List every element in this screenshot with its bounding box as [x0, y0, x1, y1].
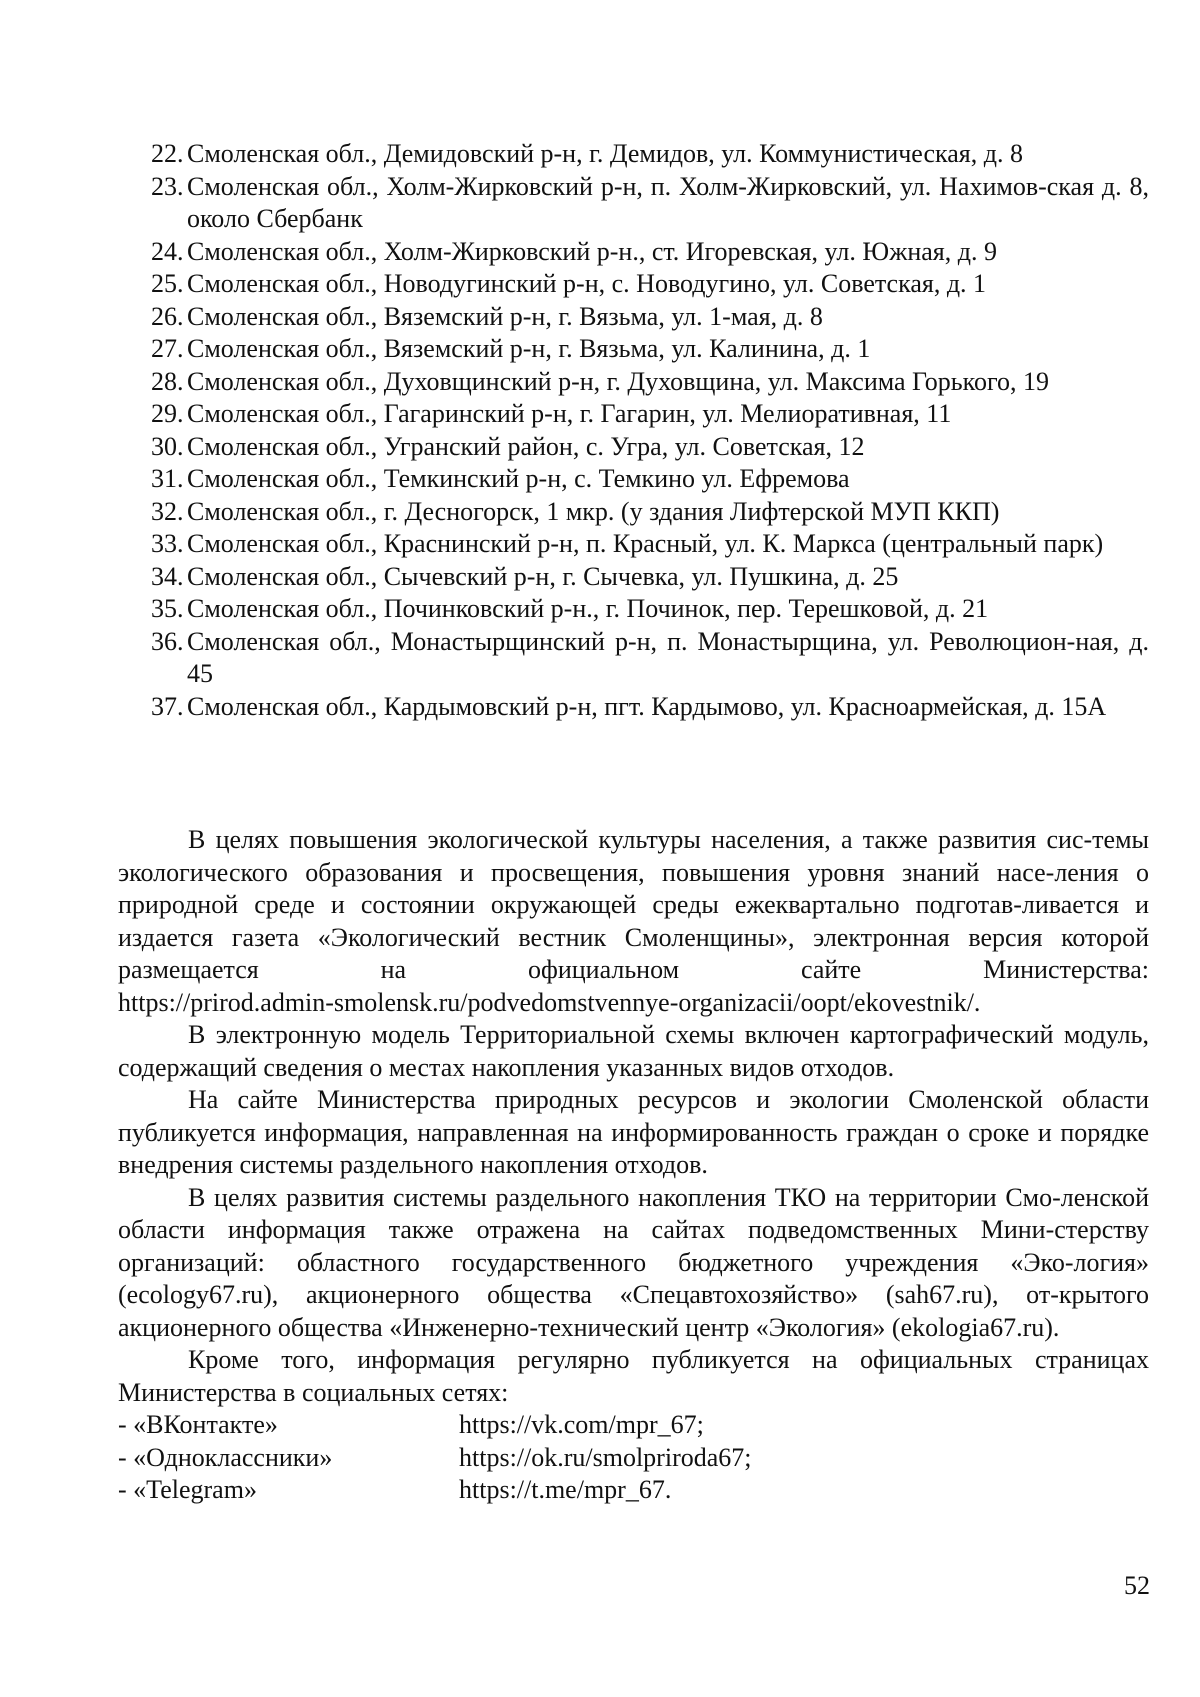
list-item: [151, 366, 1149, 399]
list-item-text: Смоленская обл., Гагаринский р-н, г. Гагарин, ул. Мелиоративная, 11: [187, 399, 952, 428]
social-link-label: - «Telegram»: [118, 1475, 257, 1504]
address-list: [151, 138, 1149, 723]
paragraph-ecological-bulletin: В целях повышения экологической культуры населения, а также развития сис-темы экологического образования и просвещения, повышения уровня знаний насе-ления о природной среде и состоянии окружающей среды ежеквартально подготав-ливается и издается газета «Экологический вестник Смоленщины», электронная версия которой размещается на официальном сайте Министерства:: [118, 825, 1149, 984]
list-item-text: Смоленская обл., Демидовский р-н, г. Демидов, ул. Коммунистическая, д. 8: [187, 139, 1023, 168]
body-text: [118, 824, 1149, 1507]
list-item-text: Смоленская обл., Починковский р-н., г. Починок, пер. Терешковой, д. 21: [187, 594, 989, 623]
list-item: [151, 138, 1149, 171]
list-item: [151, 626, 1149, 691]
list-item-text: Смоленская обл., Вяземский р-н, г. Вязьма, ул. Калинина, д. 1: [187, 334, 871, 363]
list-item-text: Смоленская обл., Духовщинский р-н, г. Духовщина, ул. Максима Горького, 19: [187, 366, 1049, 396]
list-item: [151, 496, 1149, 529]
social-link-row-telegram: [118, 1474, 1149, 1507]
list-item-text: Смоленская обл., Кардымовский р-н, пгт. Кардымово, ул. Красноармейская, д. 15А: [187, 691, 1107, 721]
paragraph-ministry-website: На сайте Министерства природных ресурсов и экологии Смоленской области публикуется информация, направленная на информированность граждан о сроке и порядке внедрения системы раздельного накопления отходов.: [118, 1085, 1149, 1179]
list-item: [151, 593, 1149, 626]
paragraph-social-networks: Кроме того, информация регулярно публикуется на официальных страницах Министерства в социальных сетях:: [118, 1345, 1149, 1407]
list-item: [151, 171, 1149, 236]
list-item-number: 26.: [151, 301, 184, 331]
list-item-number: 23.: [151, 171, 184, 201]
social-link-row-ok: [118, 1442, 1149, 1475]
social-links-list: [118, 1409, 1149, 1507]
list-item-text: Смоленская обл., Сычевский р-н, г. Сычевка, ул. Пушкина, д. 25: [187, 561, 899, 591]
list-item: [151, 333, 1149, 366]
list-item-number: 34.: [151, 561, 184, 591]
paragraph-cartographic-module: В электронную модель Территориальной схемы включен картографический модуль, содержащий сведения о местах накопления указанных видов отходов.: [118, 1020, 1149, 1082]
list-item-number: 35.: [151, 594, 184, 623]
social-link-label: - «Одноклассники»: [118, 1442, 333, 1472]
list-item: [151, 431, 1149, 464]
list-item: [151, 561, 1149, 594]
list-item-text: Смоленская обл., Темкинский р-н, с. Темкино ул. Ефремова: [187, 464, 850, 493]
social-link-label: - «ВКонтакте»: [118, 1410, 278, 1439]
list-item-text: Смоленская обл., Холм-Жирковский р-н, п. Холм-Жирковский, ул. Нахимов-ская д. 8, около Сбербанк: [187, 171, 1149, 233]
list-item-number: 28.: [151, 366, 184, 396]
list-item: [151, 691, 1149, 724]
list-item-text: Смоленская обл., Угранский район, с. Угра, ул. Советская, 12: [187, 431, 865, 461]
social-link-url: https://vk.com/mpr_67;: [459, 1410, 704, 1439]
list-item-number: 30.: [151, 431, 184, 461]
list-item-number: 27.: [151, 334, 184, 363]
list-item-number: 37.: [151, 691, 184, 721]
list-item-text: Смоленская обл., г. Десногорск, 1 мкр. (у здания Лифтерской МУП ККП): [187, 496, 1000, 526]
list-item-number: 33.: [151, 529, 184, 558]
list-item-number: 22.: [151, 139, 184, 168]
list-item-number: 32.: [151, 496, 184, 526]
list-item: [151, 398, 1149, 431]
list-item: [151, 268, 1149, 301]
list-item-number: 24.: [151, 236, 184, 266]
list-item-text: Смоленская обл., Краснинский р-н, п. Красный, ул. К. Маркса (центральный парк): [187, 529, 1104, 558]
social-link-row-vk: [118, 1409, 1149, 1442]
list-item-number: 31.: [151, 464, 184, 493]
list-item-text: Смоленская обл., Вяземский р-н, г. Вязьма, ул. 1-мая, д. 8: [187, 301, 823, 331]
paragraph-subordinate-organizations: В целях развития системы раздельного накопления ТКО на территории Смо-ленской области информация также отражена на сайтах подведомственных Мини-стерству организаций: областного государственного бюджетного учреждения «Эко-логия» (ecology67.ru), акционерного общества «Спецавтохозяйство» (sah67.ru), от-крытого акционерного общества «Инженерно-технический центр «Экология» (ekologia67.ru).: [118, 1182, 1149, 1342]
list-item: [151, 236, 1149, 269]
list-item-number: 29.: [151, 399, 184, 428]
list-item-number: 36.: [151, 626, 184, 656]
bulletin-url: https://prirod.admin-smolensk.ru/podvedomstvennye-organizacii/oopt/ekovestnik/.: [118, 987, 981, 1017]
list-item: [151, 528, 1149, 561]
social-link-url: https://t.me/mpr_67.: [459, 1475, 672, 1504]
list-item: [151, 463, 1149, 496]
social-link-url: https://ok.ru/smolpriroda67;: [459, 1442, 752, 1472]
list-item-text: Смоленская обл., Монастырщинский р-н, п. Монастырщина, ул. Революцион-ная, д. 45: [187, 626, 1149, 688]
list-item-text: Смоленская обл., Холм-Жирковский р-н., ст. Игоревская, ул. Южная, д. 9: [187, 236, 997, 266]
list-item-number: 25.: [151, 269, 184, 298]
list-item-text: Смоленская обл., Новодугинский р-н, с. Новодугино, ул. Советская, д. 1: [187, 269, 987, 298]
list-item: [151, 301, 1149, 334]
page-number: 52: [1124, 1571, 1150, 1600]
